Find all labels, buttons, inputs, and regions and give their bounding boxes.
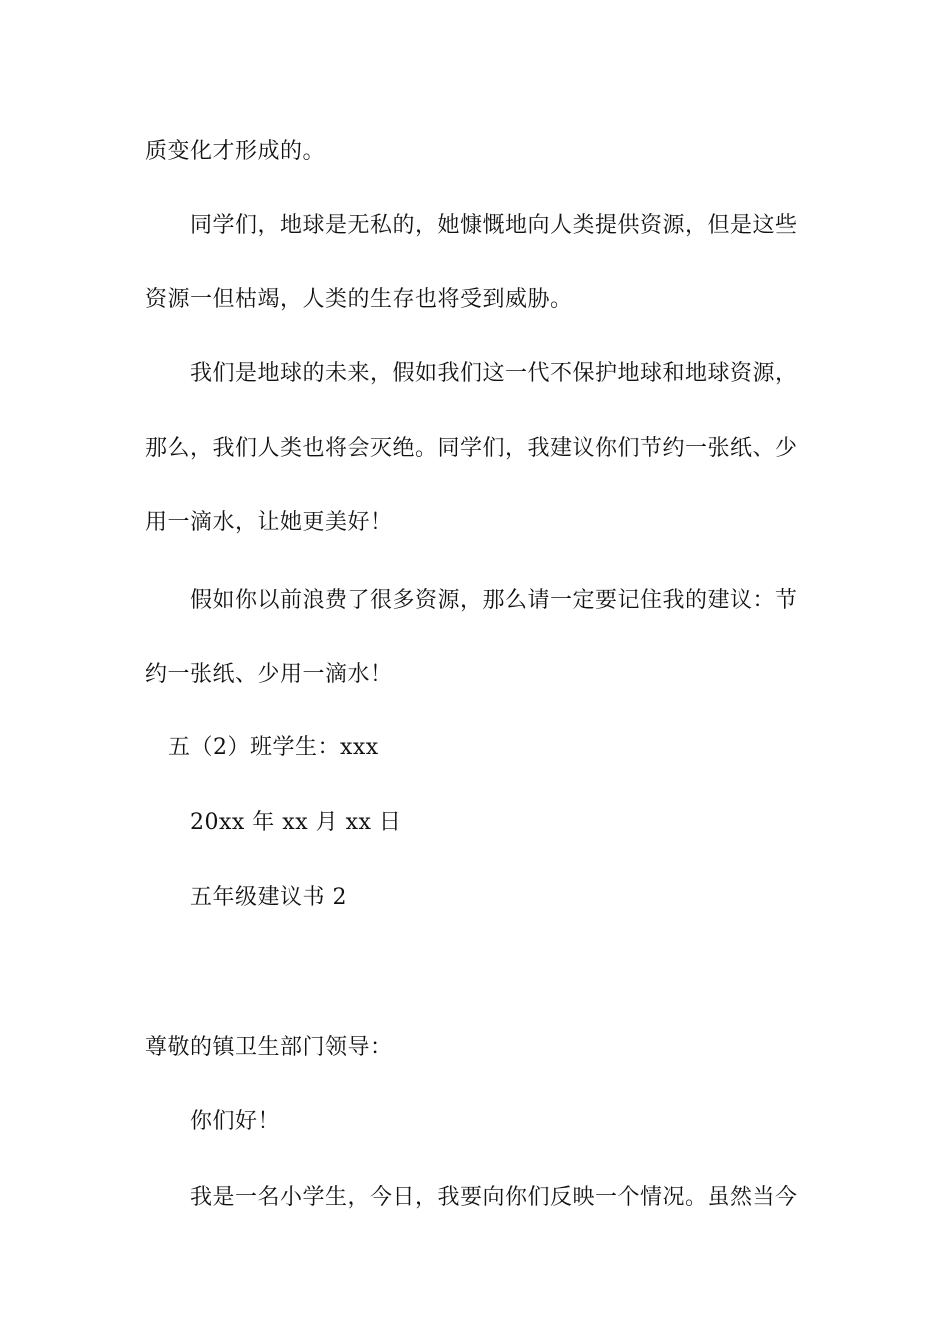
paragraph-line: 我是一名小学生，今日，我要向你们反映一个情况。虽然当今: [190, 1185, 798, 1210]
paragraph-line: 同学们，地球是无私的，她慷慨地向人类提供资源，但是这些: [190, 213, 798, 238]
greeting: 你们好！: [190, 1109, 281, 1134]
paragraph-line: 那么，我们人类也将会灭绝。同学们，我建议你们节约一张纸、少: [145, 436, 798, 461]
date-line: 20xx 年 xx 月 xx 日: [190, 810, 402, 835]
salutation: 尊敬的镇卫生部门领导：: [145, 1035, 393, 1060]
paragraph-line: 我们是地球的未来，假如我们这一代不保护地球和地球资源，: [190, 361, 798, 386]
paragraph-line: 约一张纸、少用一滴水！: [145, 662, 393, 687]
paragraph-line: 资源一但枯竭，人类的生存也将受到威胁。: [145, 287, 573, 312]
signature-line: 五（2）班学生：xxx: [168, 735, 379, 760]
section-title: 五年级建议书 2: [190, 885, 347, 910]
paragraph-line: 用一滴水，让她更美好！: [145, 510, 393, 535]
paragraph-line: 假如你以前浪费了很多资源，那么请一定要记住我的建议：节: [190, 588, 798, 613]
paragraph-line: 质变化才形成的。: [145, 139, 326, 164]
